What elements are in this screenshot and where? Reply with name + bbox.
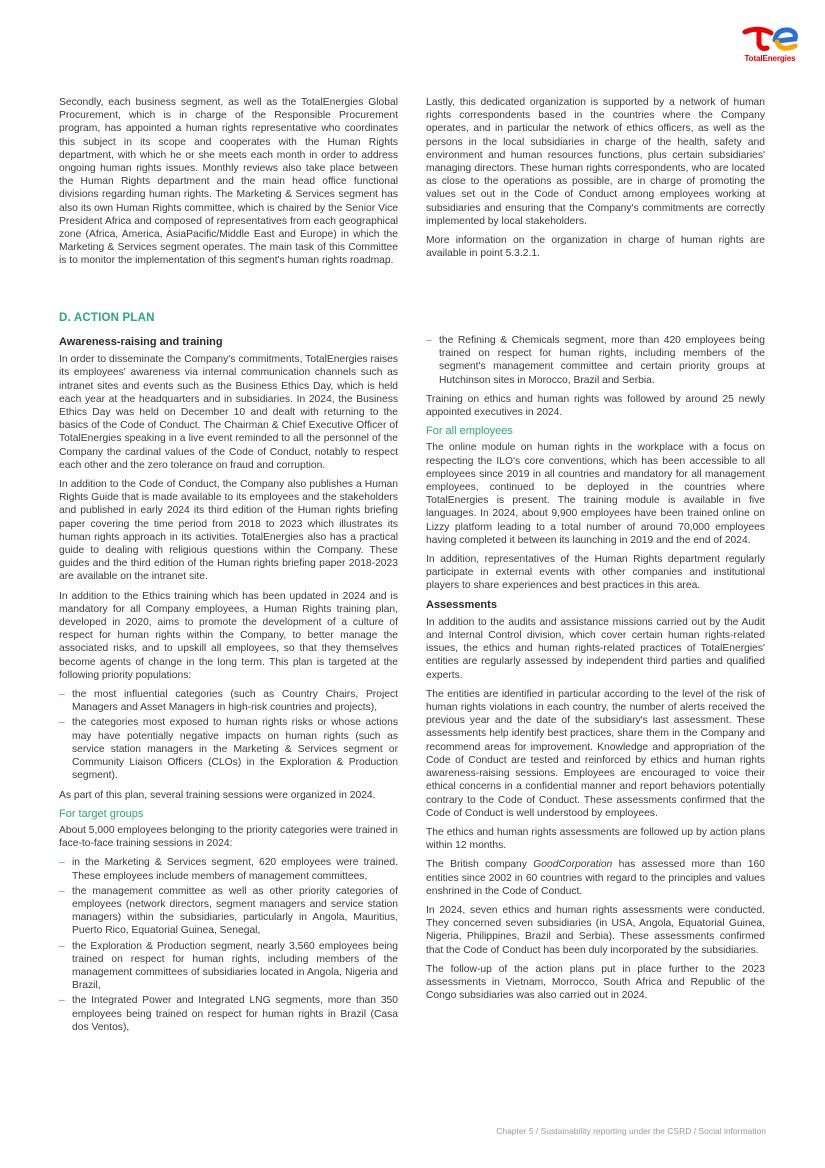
paragraph: The online module on human rights in the workplace with a focus on respecting the ILO's core conventions, which has been accessible to all employees since 2019 in all countries and mandatory for all management employees, continued to be deployed in the countries where TotalEnergies is present. The training module is available in five languages. In 2024, about 9,900 employees have been trained online on Lizzy platform leading to a total number of around 70,000 employees having completed it between its launching in 2019 and the end of 2024. <box>426 442 765 546</box>
heading-awareness: Awareness-raising and training <box>59 336 223 348</box>
list-item: – the Refining & Chemicals segment, more than 420 employees being trained on respect for human rights, including members of the segment's management committee and certain priority groups at Hutchinson sites in Morocco, Brazil and Serbia. <box>426 334 765 387</box>
top-left-column <box>59 96 398 274</box>
text-segment: The British company <box>426 859 534 871</box>
paragraph: As part of this plan, several training sessions were organized in 2024. <box>59 789 376 801</box>
list-item: – the Integrated Power and Integrated LNG segments, more than 350 employees being trained on respect for human rights in Brazil (Casa dos Ventos), <box>59 994 398 1034</box>
right-column <box>426 334 765 1008</box>
target-groups-list-continued <box>426 334 765 387</box>
list-item: – in the Marketing & Services segment, 620 employees were trained. These employees include members of management committees, <box>59 856 398 882</box>
paragraph: Training on ethics and human rights was followed by around 25 newly appointed executives in 2024. <box>426 393 765 419</box>
logo-text: TotalEnergies <box>744 54 796 63</box>
target-groups-list <box>59 856 398 1034</box>
heading-all-employees: For all employees <box>426 425 513 438</box>
logo-mark-icon <box>739 24 801 54</box>
paragraph: More information on the organization in charge of human rights are available in point 5.3.2.1. <box>426 235 765 260</box>
totalenergies-logo <box>739 24 801 68</box>
paragraph: In addition to the audits and assistance missions carried out by the Audit and Internal Control division, which cover certain human rights-related issues, the ethics and human rights-related practices of TotalEnergies' entities are regularly assessed by independent third parties and qualified experts. <box>426 616 765 681</box>
paragraph: In addition to the Ethics training which has been updated in 2024 and is mandatory for all Company employees, a Human Rights training plan, developed in 2020, aims to promote the development of a culture of respect for human rights within the Company, to better manage the associated risks, and to upskill all employees, so that they themselves become agents of change in the long term. This plan is targeted at the following priority populations: <box>59 590 398 681</box>
paragraph: Secondly, each business segment, as well as the TotalEnergies Global Procurement, which is in charge of the Responsible Procurement program, has appointed a human rights representative who coordinates this subject in its scope and cooperates with the Human Rights department, with which he or she meets each month in order to address ongoing human rights issues. Monthly reviews also take place between the Human Rights department and the main head office functional divisions regarding human rights. The Marketing & Services segment has also its own Human Rights committee, which is chaired by the Senior Vice President Africa and composed of representatives from each geographical zone (Africa, America, AsiaPacific/Middle East and Europe) in which the Marketing & Services segment operates. The main task of this Committee is to monitor the implementation of this segment's human rights roadmap. <box>59 97 398 267</box>
company-name: GoodCorporation <box>533 859 613 871</box>
paragraph: In 2024, seven ethics and human rights assessments were conducted. They concerned seven subsidiaries (in USA, Angola, Equatorial Guinea, Nigeria, Philippines, Brazil and Serbia). These assessments confirmed that the Code of Conduct has been duly incorporated by the subsidiaries. <box>426 904 765 956</box>
list-item: – the categories most exposed to human rights risks or whose actions may have potentially negative impacts on human rights (such as service station managers in the Marketing & Services segment or Community Liaison Officers (CLOs) in the Exploration & Production segment). <box>59 716 398 782</box>
section-title: D. ACTION PLAN <box>59 312 155 324</box>
paragraph: The entities are identified in particular according to the level of the risk of human rights violations in each country, the number of alerts received the previous year and the date of the subsidiary's last assessment. These assessments help identify best practices, share them in the Company and recommend areas for improvement. Knowledge and appropriation of the Code of Conduct are tested and reinforced by ethics and human rights awareness-raising sessions. Employees are encouraged to voice their ethical concerns in a confidential manner and report behaviors potentially contrary to the Code of Conduct. These assessments confirmed that the Code of Conduct is well understood by employees. <box>426 688 765 819</box>
list-item: – the management committee as well as other priority categories of employees (network directors, segment managers and service station managers) within the subsidiaries, particularly in Angola, Mauritius, Puerto Rico, Equatorial Guinea, Senegal, <box>59 885 398 938</box>
paragraph: The follow-up of the action plans put in place further to the 2023 assessments in Vietnam, Morrocco, South Africa and Republic of the Congo subsidiaries was also carried out in 2024. <box>426 963 765 1002</box>
paragraph: In addition, representatives of the Human Rights department regularly participate in external events with other companies and institutional players to share experiences and best practices in this area. <box>426 554 765 592</box>
paragraph: In addition to the Code of Conduct, the Company also publishes a Human Rights Guide that is made available to its employees and the stakeholders and published in early 2024 its third edition of the Human rights briefing paper covering the time period from 2018 to 2023 which illustrates its human rights approach in its activities. TotalEnergies also has a practical guide to dealing with religious questions within the Company. These guides and the third edition of the Human rights briefing paper 2018-2023 are available on the intranet site. <box>59 479 398 583</box>
paragraph: Lastly, this dedicated organization is supported by a network of human rights correspondents based in the countries where the Company operates, and in particular the network of ethics officers, as well as the persons in the local subsidiaries in charge of the health, safety and environment and human resources functions, plus certain subsidiaries' managing directors. These human rights correspondents, who are located as close to the operations as possible, are in charge of promoting the values set out in the Code of Conduct among employees working at subsidiaries and ensuring that the Company's commitments are correctly implemented by local stakeholders. <box>426 97 765 227</box>
top-right-column <box>426 96 765 266</box>
paragraph: The ethics and human rights assessments are followed up by action plans within 12 months. <box>426 826 765 852</box>
paragraph <box>426 858 765 898</box>
priority-populations-list <box>59 688 398 782</box>
paragraph: In order to disseminate the Company's commitments, TotalEnergies raises its employees' awareness via internal communication channels such as intranet sites and events such as the Business Ethics Day, which is held each year at the headquarters and in subsidiaries. In 2024, the Business Ethics Day was held on December 10 and dealt with returning to the basics of the Code of Conduct. The Chairman & Chief Executive Officer of TotalEnergies speaking in a live event reminded to all the personnel of the Company the cardinal values of the Code of Conduct, notably to respect each other and the zero tolerance on fraud and corruption. <box>59 354 398 471</box>
list-item: – the most influential categories (such as Country Chairs, Project Managers and Asset Managers in high-risk countries and projects), <box>59 688 398 714</box>
heading-target-groups: For target groups <box>59 807 144 820</box>
text-segment: has assessed more than 160 entities since 2002 in 60 countries with regard to the principles and values enshrined in the Code of Conduct. <box>426 859 766 897</box>
list-item: – the Exploration & Production segment, nearly 3,560 employees being trained on respect for human rights, including members of the management committees of subsidiaries located in Angola, Nigeria and Brazil, <box>59 940 398 993</box>
left-column <box>59 334 398 1040</box>
heading-assessments: Assessments <box>426 598 497 611</box>
page-footer: Chapter 5 / Sustainability reporting under the CSRD / Social information <box>496 1126 766 1136</box>
paragraph: About 5,000 employees belonging to the priority categories were trained in face-to-face training sessions in 2024: <box>59 824 398 850</box>
